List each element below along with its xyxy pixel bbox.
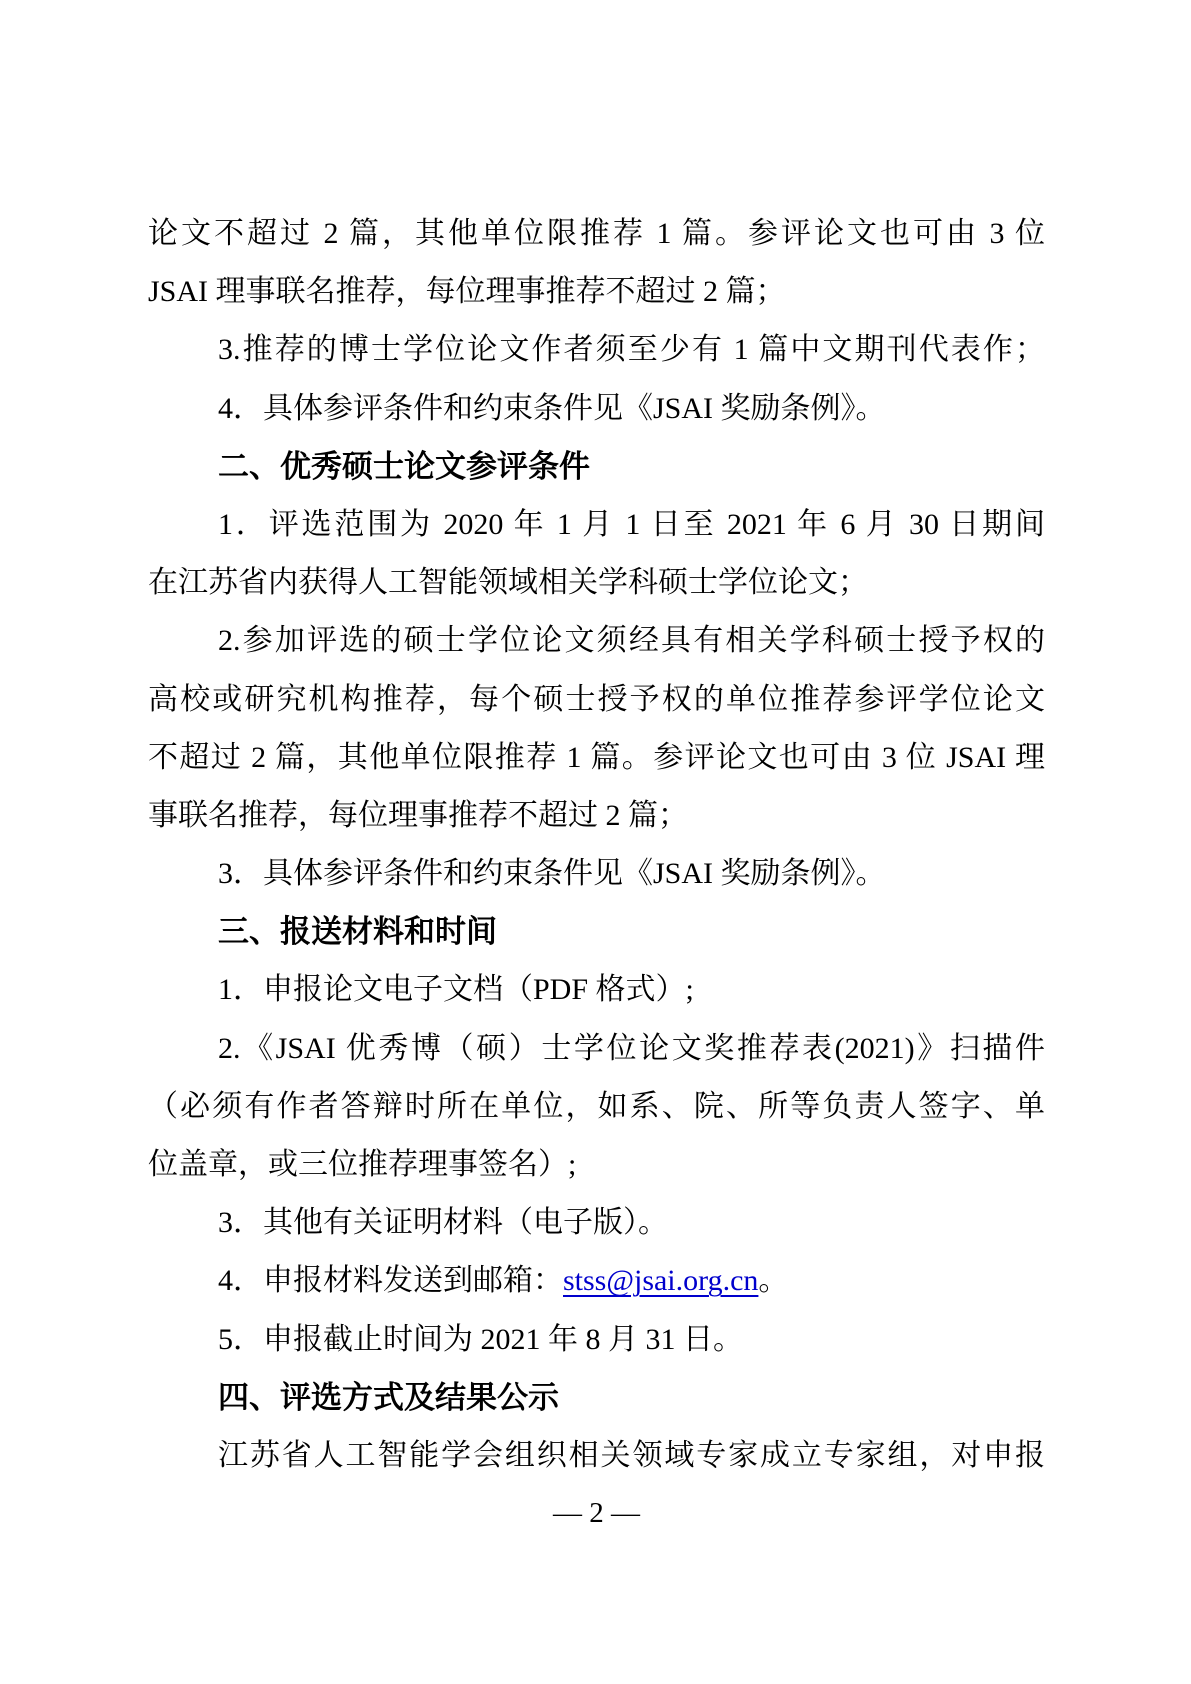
section-heading: 三、报送材料和时间 (218, 914, 497, 950)
body-line: 事联名推荐，每位理事推荐不超过 2 篇； (148, 798, 688, 832)
body-line: 2.《JSAI 优秀博（硕）士学位论文奖推荐表(2021)》扫描件 (218, 1031, 1045, 1065)
body-line: （必须有作者答辩时所在单位，如系、院、所等负责人签字、单 (148, 1089, 1045, 1123)
body-line: 4．具体参评条件和约束条件见《JSAI 奖励条例》。 (218, 391, 886, 425)
body-line-email (148, 1252, 1045, 1310)
email-line-prefix: 4．申报材料发送到邮箱： (218, 1264, 563, 1298)
body-line: 位盖章，或三位推荐理事签名）; (148, 1148, 577, 1181)
body-line: 5．申报截止时间为 2021 年 8 月 31 日。 (218, 1322, 743, 1356)
document-body (148, 205, 1045, 1485)
email-line-suffix: 。 (758, 1264, 789, 1298)
body-line: 不超过 2 篇，其他单位限推荐 1 篇。参评论文也可由 3 位 JSAI 理 (148, 740, 1045, 774)
body-line: 论文不超过 2 篇，其他单位限推荐 1 篇。参评论文也可由 3 位 (148, 217, 1045, 250)
body-line: 3.推荐的博士学位论文作者须至少有 1 篇中文期刊代表作； (218, 333, 1045, 367)
body-line: 1．评选范围为 2020 年 1 月 1 日至 2021 年 6 月 30 日期间 (218, 507, 1045, 541)
section-heading: 四、评选方式及结果公示 (218, 1379, 559, 1415)
body-line: 3．具体参评条件和约束条件见《JSAI 奖励条例》。 (218, 857, 886, 891)
body-line: JSAI 理事联名推荐，每位理事推荐不超过 2 篇； (148, 275, 786, 309)
section-heading: 二、优秀硕士论文参评条件 (218, 448, 590, 484)
page-number: — 2 — (553, 1497, 640, 1529)
body-line: 在江苏省内获得人工智能领域相关学科硕士学位论文； (148, 566, 868, 600)
body-line: 3．其他有关证明材料（电子版）。 (218, 1206, 668, 1240)
body-line: 高校或研究机构推荐，每个硕士授予权的单位推荐参评学位论文 (148, 682, 1045, 716)
body-line: 2.参加评选的硕士学位论文须经具有相关学科硕士授予权的 (218, 624, 1045, 658)
body-line: 江苏省人工智能学会组织相关领域专家成立专家组，对申报 (218, 1438, 1045, 1472)
email-link[interactable]: stss@jsai.org.cn (563, 1264, 759, 1298)
body-line: 1．申报论文电子文档（PDF 格式）; (218, 973, 694, 1007)
